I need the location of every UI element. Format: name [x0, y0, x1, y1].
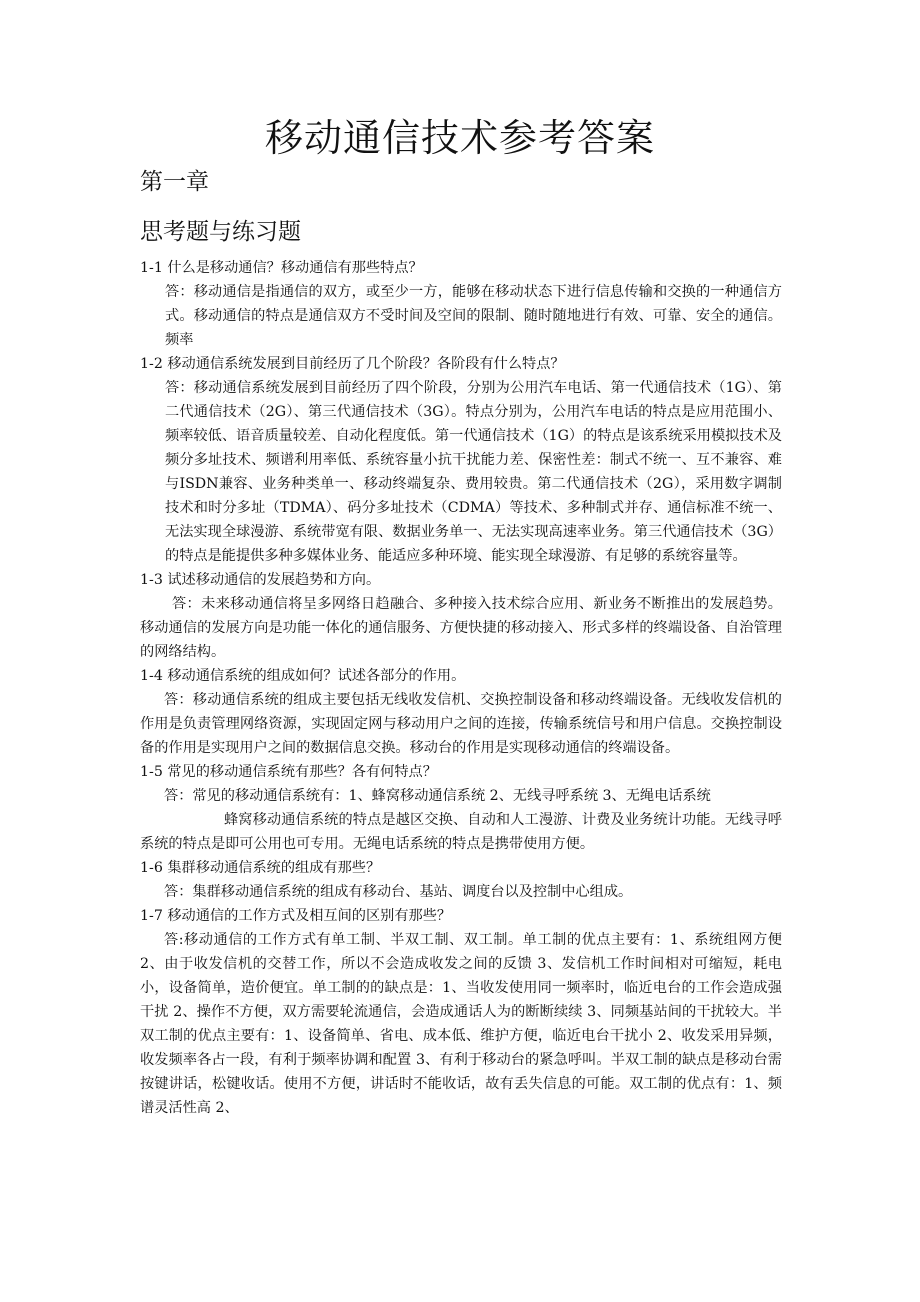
qa-list: [140, 256, 782, 1120]
question-1-5: 1-5 常见的移动通信系统有那些？各有何特点？: [140, 764, 437, 780]
answer-1-7: 答:移动通信的工作方式有单工制、半双工制、双工制。单工制的优点主要有：1、系统组网方便 2、由于收发信机的交替工作，所以不会造成收发之间的反馈 3、发信机工作时间相对可缩短，耗电小，设备简单，造价便宜。单工制的的缺点是：1、当收发使用同一频率时，临近电台的工作会造成强干扰 2、操作不方便，双方需要轮流通信，会造成通话人为的断断续续 3、同频基站间的干扰较大。半双工制的优点主要有：1、设备简单、省电、成本低、维护方便，临近电台干扰小 2、收发采用异频，收发频率各占一段，有利于频率协调和配置 3、有利于移动台的紧急呼叫。半双工制的缺点是移动台需按键讲话，松键收话。使用不方便，讲话时不能收话，故有丢失信息的可能。双工制的优点有：1、频谱灵活性高 2、: [140, 932, 782, 1116]
question-1-6: 1-6 集群移动通信系统的组成有那些？: [140, 860, 381, 876]
answer-1-5: 答：常见的移动通信系统有：1、蜂窝移动通信系统 2、无线寻呼系统 3、无绳电话系统: [164, 788, 711, 804]
answer-1-5-continued: 蜂窝移动通信系统的特点是越区交换、自动和人工漫游、计费及业务统计功能。无线寻呼系统的特点是即可公用也可专用。无绳电话系统的特点是携带使用方便。: [140, 812, 782, 852]
document-title: 移动通信技术参考答案: [264, 116, 655, 160]
question-1-4: 1-4 移动通信系统的组成如何？试述各部分的作用。: [140, 668, 466, 684]
question-1-2: 1-2 移动通信系统发展到目前经历了几个阶段？各阶段有什么特点？: [140, 356, 565, 372]
chapter-heading: 第一章: [140, 169, 209, 195]
answer-1-2: 答：移动通信系统发展到目前经历了四个阶段，分别为公用汽车电话、第一代通信技术（1G）、第二代通信技术（2G）、第三代通信技术（3G）。特点分别为，公用汽车电话的特点是应用范围小、频率较低、语音质量较差、自动化程度低。第一代通信技术（1G）的特点是该系统采用模拟技术及频分多址技术、频谱利用率低、系统容量小抗干扰能力差、保密性差：制式不统一、互不兼容、难与ISDN兼容、业务种类单一、移动终端复杂、费用较贵。第二代通信技术（2G），采用数字调制技术和时分多址（TDMA）、码分多址技术（CDMA）等技术、多种制式并存、通信标准不统一、无法实现全球漫游、系统带宽有限、数据业务单一、无法实现高速率业务。第三代通信技术（3G）的特点是能提供多种多媒体业务、能适应多种环境、能实现全球漫游、有足够的系统容量等。: [165, 380, 782, 564]
answer-1-3: 答：未来移动通信将呈多网络日趋融合、多种接入技术综合应用、新业务不断推出的发展趋势。移动通信的发展方向是功能一体化的通信服务、方便快捷的移动接入、形式多样的终端设备、自治管理的网络结构。: [140, 596, 782, 660]
answer-1-4: 答：移动通信系统的组成主要包括无线收发信机、交换控制设备和移动终端设备。无线收发信机的作用是负责管理网络资源，实现固定网与移动用户之间的连接，传输系统信号和用户信息。交换控制设备的作用是实现用户之间的数据信息交换。移动台的作用是实现移动通信的终端设备。: [140, 692, 782, 756]
section-heading: 思考题与练习题: [140, 219, 301, 245]
question-1-3: 1-3 试述移动通信的发展趋势和方向。: [140, 572, 381, 588]
answer-1-1: 答：移动通信是指通信的双方，或至少一方，能够在移动状态下进行信息传输和交换的一种通信方式。移动通信的特点是通信双方不受时间及空间的限制、随时随地进行有效、可靠、安全的通信。频率: [165, 284, 782, 348]
question-1-7: 1-7 移动通信的工作方式及相互间的区别有那些？: [140, 908, 452, 924]
question-1-1: 1-1 什么是移动通信？移动通信有那些特点？: [140, 260, 423, 276]
answer-1-6: 答：集群移动通信系统的组成有移动台、基站、调度台以及控制中心组成。: [164, 884, 633, 900]
